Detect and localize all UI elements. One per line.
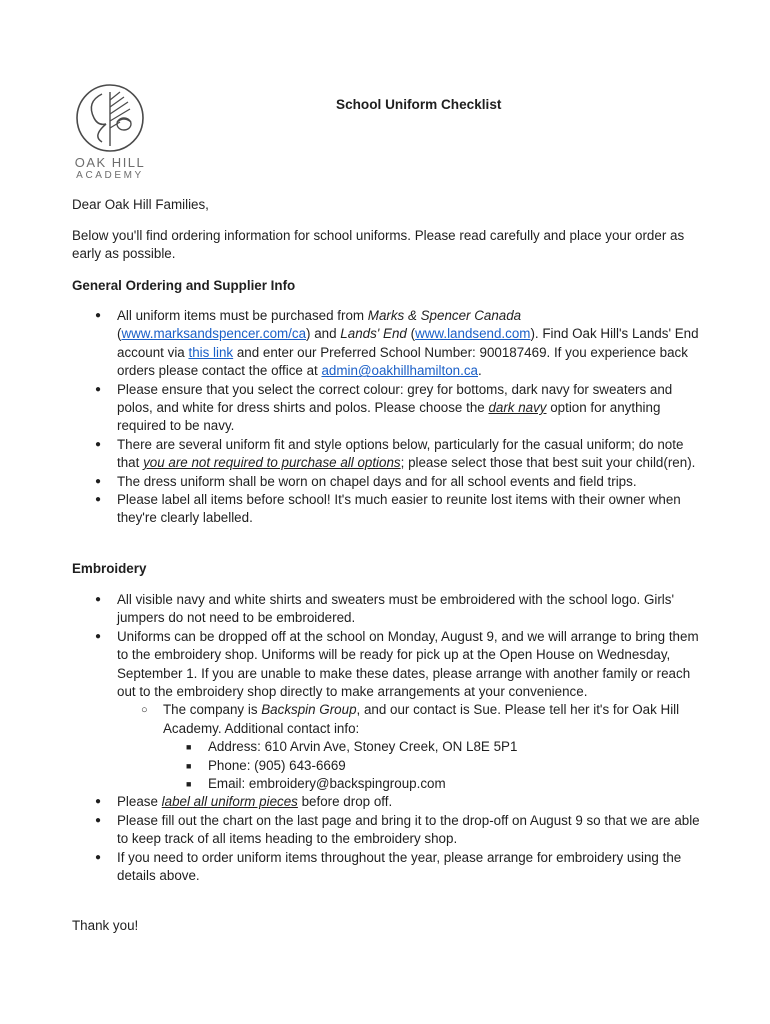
marks-spencer-link[interactable]: www.marksandspencer.com/ca: [121, 326, 307, 342]
list-item: ● All uniform items must be purchased from Marks & Spencer Canada (www.marksandspencer.com/ca) and Lands' End (www.landsend.com). Find Oak Hill's Lands' End account via this link and enter our Preferred School Number: 900187469. If you experience back orders please contact the office at admin@oakhillhamilton.ca.: [72, 307, 702, 381]
embroidery-list: [72, 591, 702, 886]
list-item: ● Please label all items before school! It's much easier to reunite lost items with their owner when they're clearly labelled.: [72, 491, 702, 528]
oak-tree-logo-icon: [72, 80, 148, 156]
logo-line-2: ACADEMY: [76, 170, 144, 181]
contact-email: ■ Email: embroidery@backspingroup.com: [72, 775, 702, 793]
list-item: ● Please label all uniform pieces before drop off.: [72, 793, 702, 811]
intro-paragraph: Below you'll find ordering information for school uniforms. Please read carefully and place your order as early as possible.: [72, 228, 685, 262]
greeting: Dear Oak Hill Families,: [72, 197, 209, 212]
list-item: ● There are several uniform fit and style options below, particularly for the casual uniform; do note that you are not required to purchase all options; please select those that best suit your child(ren).: [72, 436, 702, 473]
emphasis: label all uniform pieces: [161, 794, 298, 810]
emphasis: you are not required to purchase all options: [143, 455, 401, 471]
closing: Thank you!: [72, 918, 139, 933]
section-heading-ordering: General Ordering and Supplier Info: [72, 278, 296, 293]
contact-address: ■ Address: 610 Arvin Ave, Stoney Creek, ON L8E 5P1: [72, 738, 702, 756]
supplier-name: Lands' End: [340, 326, 407, 342]
company-name: Backspin Group: [261, 702, 357, 718]
sub-list-item: ○ The company is Backspin Group, and our contact is Sue. Please tell her it's for Oak Hill Academy. Additional contact info:: [72, 701, 702, 738]
office-email-link[interactable]: admin@oakhillhamilton.ca: [321, 363, 478, 379]
lands-end-link[interactable]: www.landsend.com: [415, 326, 531, 342]
ordering-list: [72, 307, 702, 528]
school-logo: [72, 80, 148, 186]
supplier-name: Marks & Spencer Canada: [367, 308, 522, 323]
account-link[interactable]: this link: [188, 344, 234, 360]
section-heading-embroidery: Embroidery: [72, 561, 147, 576]
list-item: ● Please ensure that you select the correct colour: grey for bottoms, dark navy for sweaters and polos, and white for dress shirts and polos. Please choose the dark navy option for anything required to be navy.: [72, 381, 702, 436]
logo-line-1: OAK HILL: [74, 155, 146, 170]
page-title: School Uniform Checklist: [336, 97, 502, 112]
list-item: ● The dress uniform shall be worn on chapel days and for all school events and field trips.: [72, 473, 702, 491]
list-item: ● All visible navy and white shirts and sweaters must be embroidered with the school logo. Girls' jumpers do not need to be embroidered.: [72, 591, 702, 628]
list-item: ● If you need to order uniform items throughout the year, please arrange for embroidery using the details above.: [72, 849, 702, 886]
list-item: ● Uniforms can be dropped off at the school on Monday, August 9, and we will arrange to bring them to the embroidery shop. Uniforms will be ready for pick up at the Open House on Wednesday, September 1. If you are unable to make these dates, please arrange with another family or reach out to the embroidery shop directly to make arrangements at your convenience.: [72, 628, 702, 702]
emphasis: dark navy: [488, 400, 547, 416]
contact-phone: ■ Phone: (905) 643-6669: [72, 757, 702, 775]
list-item: ● Please fill out the chart on the last page and bring it to the drop-off on August 9 so that we are able to keep track of all items heading to the embroidery shop.: [72, 812, 702, 849]
